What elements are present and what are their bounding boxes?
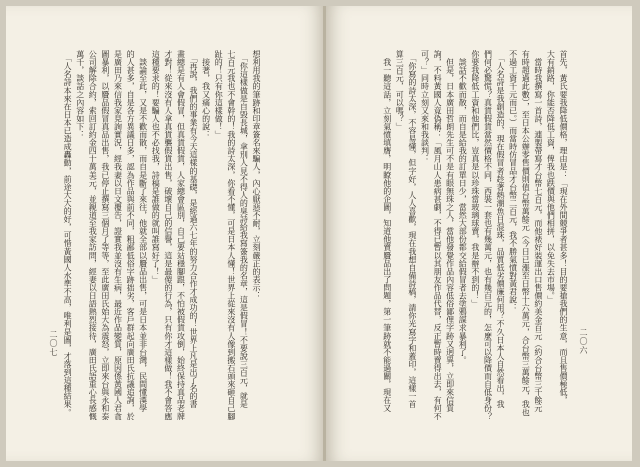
text-column: 「再說，我們的事業有今天這樣的基礎，是經過六七年的努力合作才成功的！世界上凡是出了名的書 (189, 50, 199, 409)
text-column: 的人甚多，自是各方異議日多，認為作品與前不同，粗鄙低俗字跡拙劣，客戶群起向廣田氏抗議追詢，於 (126, 50, 136, 420)
text-column: 萬千，談話之內容如下： (75, 50, 85, 139)
text-column: 我一聽這話，立刻氣憤填膺，明瞭他的企圖，知道他賣贗品出了問題，第一筆跡就不能過關，現在又 (382, 50, 392, 413)
text-column: 首先，黃氏要我降低價格，理由是：「現在外間競爭者甚多！目的要搶我們的生意，而且售價極低， (559, 50, 568, 405)
text-column: 可？」同時立刻又來和我談判： (420, 50, 430, 163)
text-column: 「人名詩是我創造的，現在假冒者趁著熱潮魚目混珠，品質低劣價廉何用？不久日本人自然看出，我 (496, 50, 506, 409)
text-column: 但是，日本廣田哲朗先生可不是有眼無珠之人，當他發覺作品內容低俗鄙俚字跡又迥異，立即來信質 (445, 50, 455, 413)
text-column: 大有銷路，你能否降低工資，俾我也跌價與他們相拼，以免失去市場。」 (546, 50, 556, 304)
text-column: 算三百元，可以嗎？」 (395, 50, 405, 131)
text-column: 有時超過此數），至日本公辦零售價則值台幣萬餘元（今日已漲至日幣十六萬元，合台幣三萬餘元，我也 (521, 50, 531, 417)
page-number-left: 二〇七 (49, 330, 58, 357)
text-column: 談話不歡而散，而自是給我的訂單日少，當然大部份都交給假冒者去塗鴉謀求暴利了。 (458, 50, 468, 364)
right-page (326, 6, 632, 461)
text-column: 是廣田乃來信我家見詢實況，經我妻以日文覆告，證實我並沒有生病，最近作品變質，原因係黃國人君貪 (113, 50, 123, 420)
page-number-right: 二〇六 (579, 328, 588, 355)
text-column: 「人名詩本來在日本已造成轟動，前途大大的好，可惜黃國人水準不高，唯利是圖，才落到這種結果。 (63, 50, 73, 417)
left-page-text (61, 50, 263, 420)
text-column: 接著，我又痛心的說： (201, 50, 211, 139)
text-column: 公司解除合約，索回訂約金四十萬美元，並親道至我家訪問，經妻以日語熱烈接待，廣田氏語重心長感慨 (88, 50, 98, 420)
text-column: 才對！從來沒有人拿真貨襲假貨出售，破壞自己的信譽，這是最傻的行為，只有你才這樣做！我不會答應 (163, 50, 173, 420)
text-column: 七百元我也不會幹的！我的詩太深，你看不懂，可是日本人懂！世界上從來沒有人像到搬石頭來砸自己腳 (226, 50, 236, 420)
right-page-text (380, 50, 569, 420)
text-column: 畫總是有人會假冒，但真貨假貨，人家總會區別，自己要站穩腳跟，不怕被假貨攻倒，始終保持真品老牌 (176, 50, 186, 420)
left-page (6, 6, 324, 461)
text-column: 們何必驚慌？真貨假貨當然價格不同，西裝一套也有幾萬元，也有幾百元的，怎麼可以降價而自低身份？ (483, 50, 493, 420)
text-column: 「你寫的詩太深，不容易懂，但字好，人人喜歡，現在我想自備詩稿，請你光寫字和蓋印，這樣一首 (407, 50, 417, 409)
text-column: 想利用我的筆跡和印章簽名來騙人，內心厭惡不耐，立刻嚴正的表示： (252, 50, 261, 300)
text-column: 這種要求的！要騙人也不必找我，詩稿是誰做的就叫誰寫好了！」 (151, 50, 161, 284)
text-column: 詢，不料黃國人竟偽稱：「風月山人患病甚劇，不得已暫以其朋友作品代替，反正暫時賣得出去，有何不 (433, 50, 443, 420)
text-column: 當時我撰寫一首詩，連製帶寫才台幣七百元，而他裱好裝運出口售價約美金百元（約合台幣三千餘元 (533, 50, 543, 413)
text-column: 「你這樣做是自毀長城，拿別人見不得人的臭詩給我寫簽我的名章，這是假冒！不要說三百元，就是 (239, 50, 249, 409)
text-column: 圖暴利，以贗品假冒真品出售，我已停止撰寫三個月了等等，至此廣田氏始大為震怒，立即來台與永和泰 (100, 50, 110, 420)
text-column: 談論至此，又是不歡而散，而自是斷了來往，他就全部以贗品出售，可是日本並非台灣，民間懂漢學 (138, 50, 148, 413)
text-column: 不過工資千元而已。）而當時仿冒品才台幣二百元，我不勝氣憤對黃君說： (508, 50, 518, 312)
text-column: 你要我降低工資和他們比，豈真是以珍珠當玻璃球賣，我是辦不到的！」 (470, 50, 480, 308)
text-column: 趾的！只有你這樣做！」 (214, 50, 224, 139)
